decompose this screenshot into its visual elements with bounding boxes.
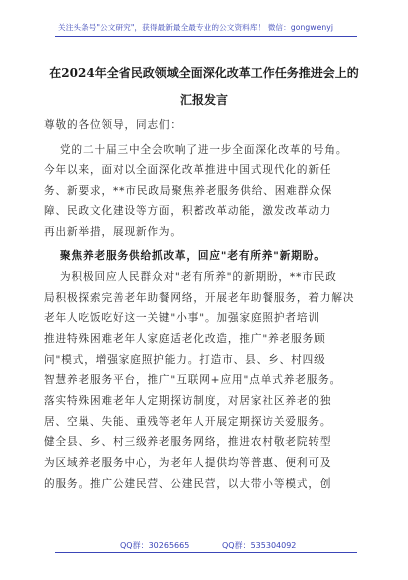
header-divider — [55, 36, 357, 37]
paragraph-line: 老年人吃饭吃好这一关键"小事"。加强家庭照护者培训 — [44, 312, 320, 324]
footer-qq-group-1: QQ群：30265665 — [120, 541, 190, 550]
paragraph-line: 今年以来，面对以全面深化改革推进中国式现代化的新任 — [44, 164, 332, 176]
paragraph-line: 居、空巢、失能、重残等老年人开展定期探访关爱服务。 — [44, 416, 332, 428]
document-title-line-2: 汇报发言 — [179, 93, 228, 107]
header-banner: 关注头条号"公文研究"，获得最新最全最专业的公文资料库！ 微信：gongwenyj — [58, 23, 334, 32]
section-heading: 聚焦养老服务供给抓改革，回应"老有所养"新期盼。 — [60, 250, 326, 262]
paragraph-line: 为区域养老服务中心，为老年人提供均等普惠、便利可及 — [44, 457, 332, 469]
paragraph-line: 为积极回应人民群众对"老有所养"的新期盼，**市民政 — [60, 271, 337, 283]
footer-divider — [55, 552, 357, 553]
paragraph-line: 的服务。推广公建民营、公建民营，以大带小等模式，创 — [44, 478, 332, 490]
paragraph-line: 局积极探索完善老年助餐网络，开展老年助餐服务，着力解决 — [44, 292, 355, 304]
paragraph-line: 务、新要求，**市民政局聚焦养老服务供给、困难群众保 — [44, 185, 333, 197]
paragraph-line: 健全县、乡、村三级养老服务网络，推进农村敬老院转型 — [44, 436, 332, 448]
paragraph-line: 再出新举措，展现新作为。 — [44, 226, 182, 238]
salutation: 尊敬的各位领导，同志们： — [44, 119, 182, 131]
footer-qq-group-2: QQ群：535304092 — [222, 541, 297, 550]
paragraph-line: 落实特殊困难老年人定期探访制度，对居家社区养老的独 — [44, 395, 332, 407]
paragraph-line: 党的二十届三中全会吹响了进一步全面深化改革的号角。 — [60, 144, 348, 156]
paragraph-line: 智慧养老服务平台，推广"互联网+应用"点单式养老服务。 — [44, 374, 342, 386]
paragraph-line: 推进特殊困难老年人家庭适老化改造，推广"养老服务顾 — [44, 333, 326, 345]
document-title-line-1: 在2024年全省民政领域全面深化改革工作任务推进会上的 — [49, 66, 359, 80]
paragraph-line: 问"模式，增强家庭照护能力。打造市、县、乡、村四级 — [44, 354, 326, 366]
paragraph-line: 障、民政文化建设等方面，积蓄改革动能，激发改革动力 — [44, 205, 332, 217]
